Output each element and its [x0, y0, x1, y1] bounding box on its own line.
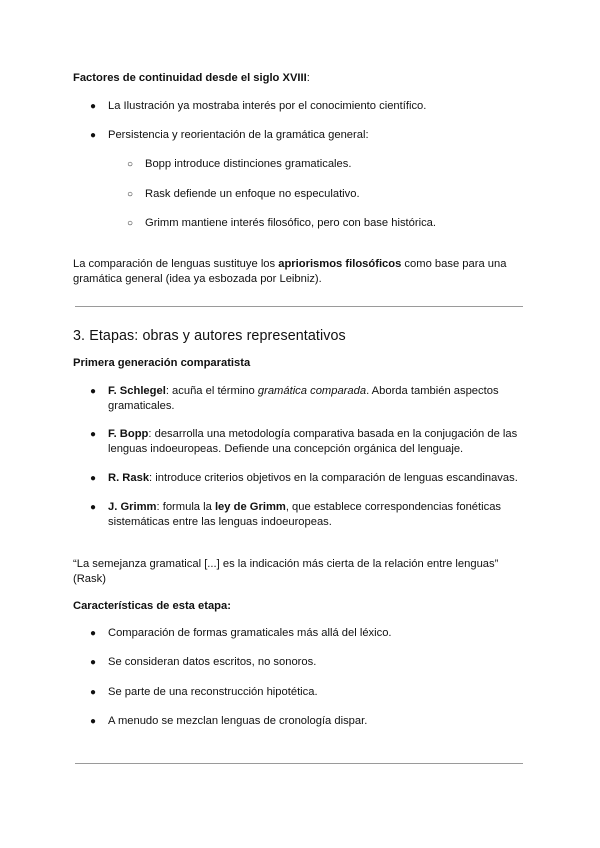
section-heading-continuity — [73, 71, 310, 86]
bullet-icon: ● — [90, 130, 97, 141]
list-item: La Ilustración ya mostraba interés por el conocimiento científico. — [108, 100, 427, 112]
paragraph-comparison — [73, 257, 533, 287]
item-text: sistemáticas entre las lenguas indoeuropeas. — [108, 516, 332, 528]
author-name: F. Bopp — [108, 428, 149, 440]
section-title: 3. Etapas: obras y autores representativos — [73, 328, 346, 344]
sub-bullet-icon: ○ — [127, 218, 134, 229]
quote-rask — [73, 557, 543, 587]
bullet-icon: ● — [90, 657, 97, 668]
sub-bullet-icon: ○ — [127, 189, 134, 200]
bullet-icon: ● — [90, 687, 97, 698]
list-item: Comparación de formas gramaticales más allá del léxico. — [108, 627, 392, 639]
author-name: R. Rask — [108, 472, 150, 484]
sub-list-item: Grimm mantiene interés filosófico, pero con base histórica. — [145, 217, 437, 229]
item-text: , que establece correspondencias fonéticas — [285, 501, 502, 513]
item-text: : acuña el término — [165, 385, 258, 397]
item-bold-term: ley de Grimm — [214, 501, 286, 513]
list-item: Persistencia y reorientación de la gramática general: — [108, 129, 369, 141]
heading-colon: : — [306, 72, 310, 84]
sub-list-item: Rask defiende un enfoque no especulativo. — [145, 188, 360, 200]
list-item-schlegel — [108, 384, 538, 414]
bullet-icon: ● — [90, 473, 97, 484]
list-item: A menudo se mezclan lenguas de cronología dispar. — [108, 715, 368, 727]
subheading-first-generation: Primera generación comparatista — [73, 357, 251, 369]
list-item-rask — [108, 471, 538, 486]
item-text: gramaticales. — [108, 400, 175, 412]
author-name: J. Grimm — [108, 501, 157, 513]
sub-list-item: Bopp introduce distinciones gramaticales. — [145, 158, 352, 170]
list-item: Se consideran datos escritos, no sonoros. — [108, 656, 317, 668]
bullet-icon: ● — [90, 716, 97, 727]
horizontal-rule — [75, 763, 523, 764]
item-text: : formula la — [156, 501, 215, 513]
item-italic-term: gramática comparada — [257, 385, 367, 397]
para-text: gramática general (idea ya esbozada por Leibniz). — [73, 273, 322, 285]
bullet-icon: ● — [90, 502, 97, 513]
item-text: . Aborda también aspectos — [366, 385, 499, 397]
subheading-characteristics: Características de esta etapa: — [73, 600, 231, 612]
item-text: : introduce criterios objetivos en la comparación de lenguas escandinavas. — [149, 472, 518, 484]
bullet-icon: ● — [90, 429, 97, 440]
para-text: La comparación de lenguas sustituye los — [73, 258, 279, 270]
bullet-icon: ● — [90, 101, 97, 112]
sub-bullet-icon: ○ — [127, 159, 134, 170]
list-item: Se parte de una reconstrucción hipotética. — [108, 686, 318, 698]
list-item-bopp — [108, 427, 538, 457]
para-bold-text: apriorismos filosóficos — [278, 258, 402, 270]
bullet-icon: ● — [90, 628, 97, 639]
item-text: : desarrolla una metodología comparativa basada en la conjugación de las — [148, 428, 518, 440]
horizontal-rule — [75, 306, 523, 307]
para-text: como base para una — [401, 258, 507, 270]
heading-text: Factores de continuidad desde el siglo XVIII — [73, 72, 307, 84]
item-text: lenguas indoeuropeas. Defiende una concepción orgánica del lenguaje. — [108, 443, 464, 455]
author-name: F. Schlegel — [108, 385, 166, 397]
list-item-grimm — [108, 500, 538, 530]
quote-attribution: (Rask) — [73, 573, 106, 585]
bullet-icon: ● — [90, 386, 97, 397]
quote-text: “La semejanza gramatical [...] es la indicación más cierta de la relación entre lenguas” — [73, 558, 499, 570]
